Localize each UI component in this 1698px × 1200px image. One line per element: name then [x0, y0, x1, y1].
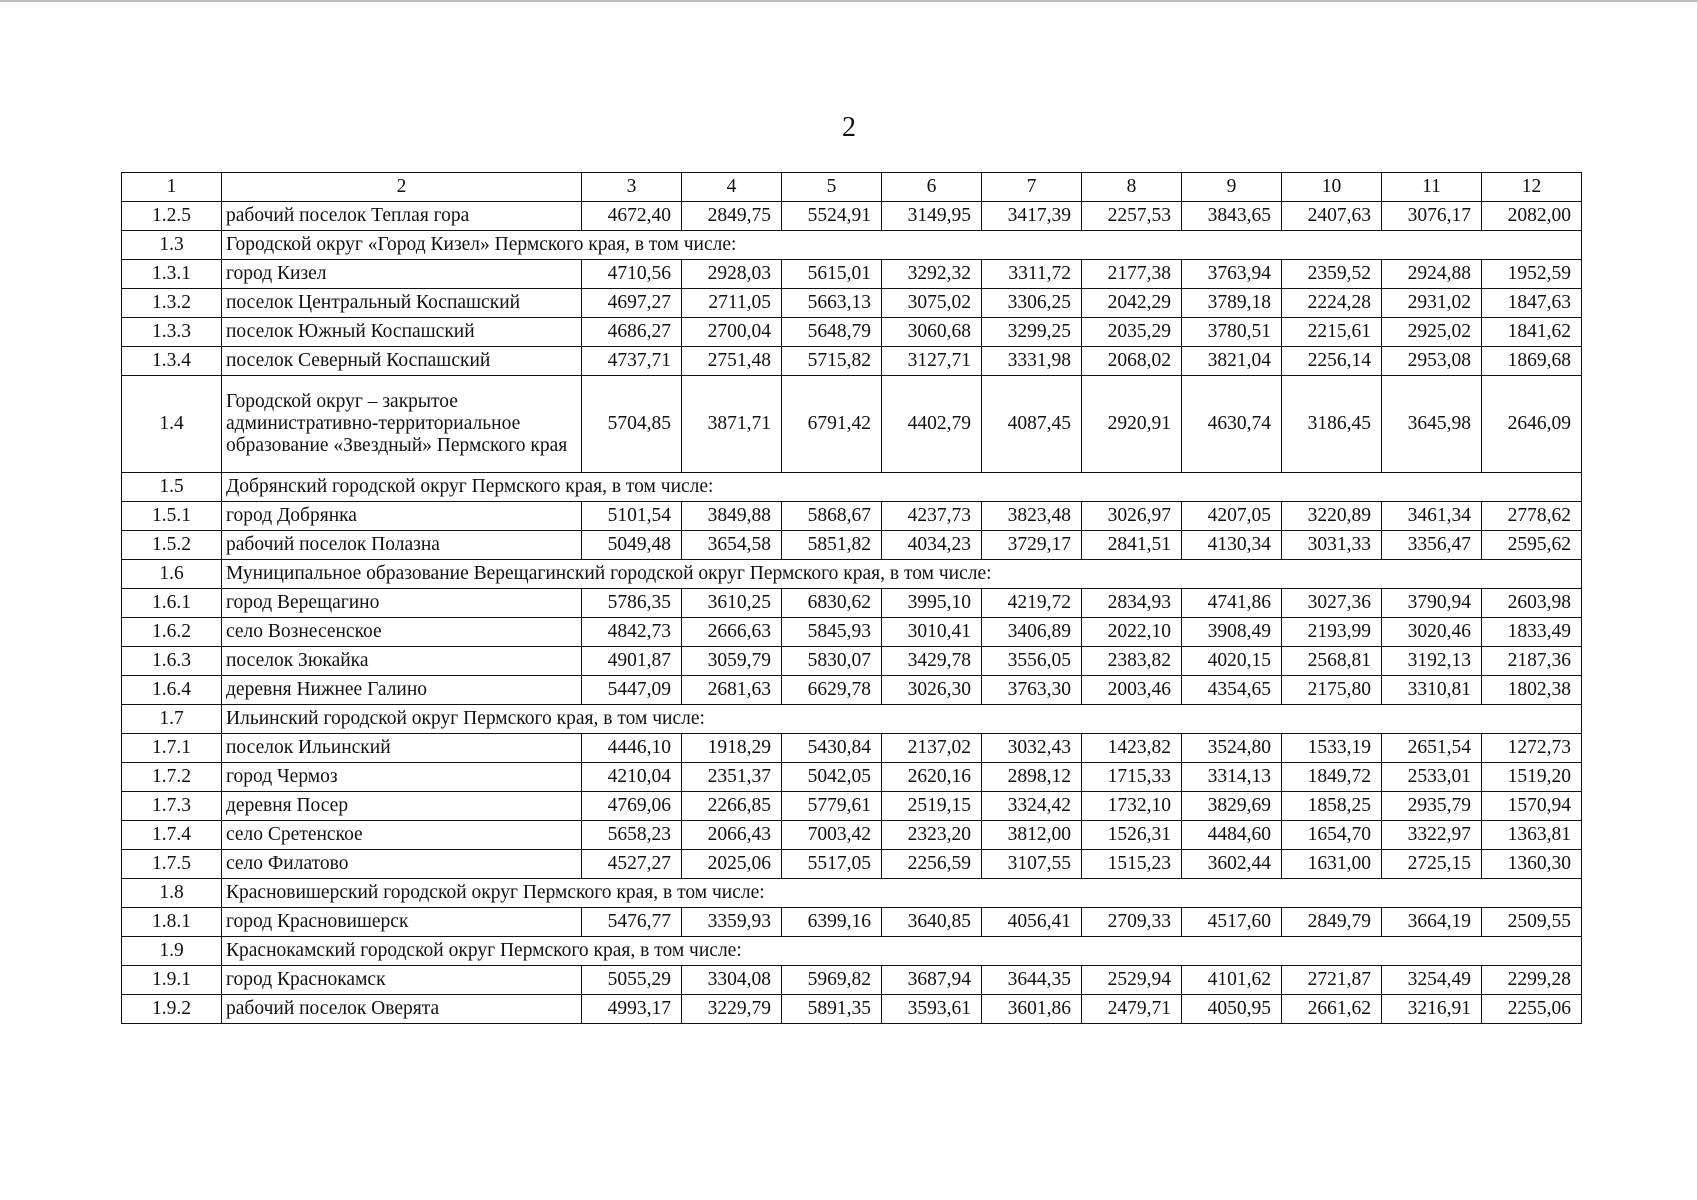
row-code-cell: 1.2.5: [122, 202, 222, 231]
header-cell: 6: [882, 173, 982, 202]
value-cell: 5786,35: [582, 589, 682, 618]
group-title-cell: Краснокамский городской округ Пермского края, в том числе:: [222, 937, 1582, 966]
value-cell: 2509,55: [1482, 908, 1582, 937]
row-name-cell: поселок Северный Коспашский: [222, 347, 582, 376]
value-cell: 2751,48: [682, 347, 782, 376]
row-code-cell: 1.9.2: [122, 995, 222, 1024]
row-code-cell: 1.6.2: [122, 618, 222, 647]
value-cell: 5447,09: [582, 676, 682, 705]
value-cell: 3306,25: [982, 289, 1082, 318]
row-name-cell: город Краснокамск: [222, 966, 582, 995]
value-cell: 2700,04: [682, 318, 782, 347]
value-cell: 5715,82: [782, 347, 882, 376]
table-row: [122, 821, 1582, 850]
row-code-cell: 1.5: [122, 473, 222, 502]
tariff-table: [121, 172, 1582, 1024]
value-cell: 2841,51: [1082, 531, 1182, 560]
value-cell: 3640,85: [882, 908, 982, 937]
value-cell: 5868,67: [782, 502, 882, 531]
value-cell: 1918,29: [682, 734, 782, 763]
value-cell: 5055,29: [582, 966, 682, 995]
value-cell: 5663,13: [782, 289, 882, 318]
row-name-cell: рабочий поселок Полазна: [222, 531, 582, 560]
table-group-row: [122, 879, 1582, 908]
value-cell: 5430,84: [782, 734, 882, 763]
value-cell: 5049,48: [582, 531, 682, 560]
row-name-cell: город Верещагино: [222, 589, 582, 618]
value-cell: 1526,31: [1082, 821, 1182, 850]
header-cell: 2: [222, 173, 582, 202]
value-cell: 5101,54: [582, 502, 682, 531]
value-cell: 2224,28: [1282, 289, 1382, 318]
row-code-cell: 1.6.1: [122, 589, 222, 618]
value-cell: 4237,73: [882, 502, 982, 531]
value-cell: 5042,05: [782, 763, 882, 792]
value-cell: 2068,02: [1082, 347, 1182, 376]
value-cell: 3429,78: [882, 647, 982, 676]
value-cell: 2931,02: [1382, 289, 1482, 318]
value-cell: 1952,59: [1482, 260, 1582, 289]
value-cell: 3192,13: [1382, 647, 1482, 676]
table-row: [122, 908, 1582, 937]
value-cell: 1360,30: [1482, 850, 1582, 879]
row-code-cell: 1.3.2: [122, 289, 222, 318]
value-cell: 3322,97: [1382, 821, 1482, 850]
value-cell: 2925,02: [1382, 318, 1482, 347]
value-cell: 4517,60: [1182, 908, 1282, 937]
group-title-cell: Ильинский городской округ Пермского края, в том числе:: [222, 705, 1582, 734]
value-cell: 2137,02: [882, 734, 982, 763]
value-cell: 4056,41: [982, 908, 1082, 937]
value-cell: 3780,51: [1182, 318, 1282, 347]
row-code-cell: 1.7: [122, 705, 222, 734]
row-name-cell: город Чермоз: [222, 763, 582, 792]
value-cell: 3524,80: [1182, 734, 1282, 763]
table-group-row: [122, 705, 1582, 734]
value-cell: 2266,85: [682, 792, 782, 821]
value-cell: 2953,08: [1382, 347, 1482, 376]
value-cell: 2256,59: [882, 850, 982, 879]
value-cell: 2177,38: [1082, 260, 1182, 289]
table-row: [122, 318, 1582, 347]
value-cell: 4446,10: [582, 734, 682, 763]
value-cell: 2568,81: [1282, 647, 1382, 676]
value-cell: 2620,16: [882, 763, 982, 792]
group-title-cell: Красновишерский городской округ Пермского края, в том числе:: [222, 879, 1582, 908]
header-cell: 5: [782, 173, 882, 202]
row-name-cell: поселок Ильинский: [222, 734, 582, 763]
value-cell: 5891,35: [782, 995, 882, 1024]
value-cell: 4020,15: [1182, 647, 1282, 676]
value-cell: 3229,79: [682, 995, 782, 1024]
value-cell: 4101,62: [1182, 966, 1282, 995]
row-code-cell: 1.4: [122, 376, 222, 473]
value-cell: 2351,37: [682, 763, 782, 792]
value-cell: 2175,80: [1282, 676, 1382, 705]
value-cell: 4354,65: [1182, 676, 1282, 705]
value-cell: 4769,06: [582, 792, 682, 821]
value-cell: 2022,10: [1082, 618, 1182, 647]
value-cell: 3031,33: [1282, 531, 1382, 560]
row-name-cell: город Кизел: [222, 260, 582, 289]
value-cell: 3254,49: [1382, 966, 1482, 995]
value-cell: 4993,17: [582, 995, 682, 1024]
value-cell: 2661,62: [1282, 995, 1382, 1024]
value-cell: 1869,68: [1482, 347, 1582, 376]
value-cell: 1654,70: [1282, 821, 1382, 850]
row-code-cell: 1.7.3: [122, 792, 222, 821]
value-cell: 4050,95: [1182, 995, 1282, 1024]
value-cell: 3849,88: [682, 502, 782, 531]
table-row: [122, 966, 1582, 995]
value-cell: 3406,89: [982, 618, 1082, 647]
value-cell: 3812,00: [982, 821, 1082, 850]
table-group-row: [122, 937, 1582, 966]
header-cell: 12: [1482, 173, 1582, 202]
value-cell: 2725,15: [1382, 850, 1482, 879]
value-cell: 4402,79: [882, 376, 982, 473]
table-row: [122, 792, 1582, 821]
value-cell: 5615,01: [782, 260, 882, 289]
value-cell: 2215,61: [1282, 318, 1382, 347]
value-cell: 4737,71: [582, 347, 682, 376]
value-cell: 2721,87: [1282, 966, 1382, 995]
value-cell: 1272,73: [1482, 734, 1582, 763]
value-cell: 1715,33: [1082, 763, 1182, 792]
row-code-cell: 1.8.1: [122, 908, 222, 937]
row-code-cell: 1.6: [122, 560, 222, 589]
value-cell: 3076,17: [1382, 202, 1482, 231]
row-name-cell: город Красновишерск: [222, 908, 582, 937]
page-number: 2: [842, 112, 856, 143]
value-cell: 6830,62: [782, 589, 882, 618]
value-cell: 3602,44: [1182, 850, 1282, 879]
value-cell: 2666,63: [682, 618, 782, 647]
table-row: [122, 995, 1582, 1024]
value-cell: 2187,36: [1482, 647, 1582, 676]
value-cell: 2383,82: [1082, 647, 1182, 676]
value-cell: 2256,14: [1282, 347, 1382, 376]
value-cell: 2834,93: [1082, 589, 1182, 618]
value-cell: 3461,34: [1382, 502, 1482, 531]
table-row: [122, 347, 1582, 376]
row-name-cell: село Сретенское: [222, 821, 582, 850]
value-cell: 2257,53: [1082, 202, 1182, 231]
value-cell: 4710,56: [582, 260, 682, 289]
row-name-cell: деревня Нижнее Галино: [222, 676, 582, 705]
value-cell: 2928,03: [682, 260, 782, 289]
value-cell: 2646,09: [1482, 376, 1582, 473]
value-cell: 4842,73: [582, 618, 682, 647]
row-name-cell: деревня Посер: [222, 792, 582, 821]
value-cell: 3060,68: [882, 318, 982, 347]
row-name-cell: поселок Зюкайка: [222, 647, 582, 676]
value-cell: 7003,42: [782, 821, 882, 850]
value-cell: 2924,88: [1382, 260, 1482, 289]
value-cell: 1570,94: [1482, 792, 1582, 821]
table-row: [122, 260, 1582, 289]
value-cell: 3687,94: [882, 966, 982, 995]
value-cell: 3075,02: [882, 289, 982, 318]
table-row: [122, 589, 1582, 618]
value-cell: 1833,49: [1482, 618, 1582, 647]
value-cell: 3417,39: [982, 202, 1082, 231]
value-cell: 3645,98: [1382, 376, 1482, 473]
value-cell: 4207,05: [1182, 502, 1282, 531]
value-cell: 2849,79: [1282, 908, 1382, 937]
value-cell: 2681,63: [682, 676, 782, 705]
value-cell: 4741,86: [1182, 589, 1282, 618]
table-header-row: [122, 173, 1582, 202]
value-cell: 3331,98: [982, 347, 1082, 376]
value-cell: 5524,91: [782, 202, 882, 231]
value-cell: 2529,94: [1082, 966, 1182, 995]
row-code-cell: 1.8: [122, 879, 222, 908]
value-cell: 1363,81: [1482, 821, 1582, 850]
row-name-cell: рабочий поселок Теплая гора: [222, 202, 582, 231]
header-cell: 11: [1382, 173, 1482, 202]
value-cell: 3556,05: [982, 647, 1082, 676]
value-cell: 4697,27: [582, 289, 682, 318]
row-code-cell: 1.5.2: [122, 531, 222, 560]
header-cell: 8: [1082, 173, 1182, 202]
row-name-cell: Городской округ – закрытое административно-территориальное образование «Звездный» Пермского края: [222, 376, 582, 473]
value-cell: 3314,13: [1182, 763, 1282, 792]
row-code-cell: 1.3.4: [122, 347, 222, 376]
header-cell: 1: [122, 173, 222, 202]
value-cell: 3032,43: [982, 734, 1082, 763]
value-cell: 3186,45: [1282, 376, 1382, 473]
value-cell: 1858,25: [1282, 792, 1382, 821]
row-name-cell: село Вознесенское: [222, 618, 582, 647]
value-cell: 3995,10: [882, 589, 982, 618]
value-cell: 3789,18: [1182, 289, 1282, 318]
value-cell: 4130,34: [1182, 531, 1282, 560]
row-name-cell: поселок Южный Коспашский: [222, 318, 582, 347]
value-cell: 3216,91: [1382, 995, 1482, 1024]
value-cell: 3324,42: [982, 792, 1082, 821]
value-cell: 3823,48: [982, 502, 1082, 531]
value-cell: 6791,42: [782, 376, 882, 473]
value-cell: 3026,97: [1082, 502, 1182, 531]
table-row: [122, 676, 1582, 705]
row-name-cell: село Филатово: [222, 850, 582, 879]
group-title-cell: Городской округ «Город Кизел» Пермского края, в том числе:: [222, 231, 1582, 260]
value-cell: 1732,10: [1082, 792, 1182, 821]
value-cell: 1841,62: [1482, 318, 1582, 347]
row-code-cell: 1.7.2: [122, 763, 222, 792]
value-cell: 3304,08: [682, 966, 782, 995]
value-cell: 2479,71: [1082, 995, 1182, 1024]
table-group-row: [122, 231, 1582, 260]
value-cell: 5704,85: [582, 376, 682, 473]
value-cell: 1847,63: [1482, 289, 1582, 318]
row-code-cell: 1.9: [122, 937, 222, 966]
value-cell: 3729,17: [982, 531, 1082, 560]
scan-edge-top: [0, 0, 1698, 2]
table-row: [122, 763, 1582, 792]
value-cell: 2255,06: [1482, 995, 1582, 1024]
value-cell: 1519,20: [1482, 763, 1582, 792]
value-cell: 2066,43: [682, 821, 782, 850]
value-cell: 1423,82: [1082, 734, 1182, 763]
value-cell: 3359,93: [682, 908, 782, 937]
value-cell: 3311,72: [982, 260, 1082, 289]
value-cell: 3821,04: [1182, 347, 1282, 376]
row-code-cell: 1.3.3: [122, 318, 222, 347]
value-cell: 2920,91: [1082, 376, 1182, 473]
value-cell: 4901,87: [582, 647, 682, 676]
value-cell: 6629,78: [782, 676, 882, 705]
row-name-cell: город Добрянка: [222, 502, 582, 531]
table-row: [122, 647, 1582, 676]
row-code-cell: 1.7.4: [122, 821, 222, 850]
value-cell: 3763,94: [1182, 260, 1282, 289]
value-cell: 4686,27: [582, 318, 682, 347]
value-cell: 4672,40: [582, 202, 682, 231]
value-cell: 6399,16: [782, 908, 882, 937]
value-cell: 3059,79: [682, 647, 782, 676]
value-cell: 4630,74: [1182, 376, 1282, 473]
value-cell: 3027,36: [1282, 589, 1382, 618]
value-cell: 3127,71: [882, 347, 982, 376]
value-cell: 1533,19: [1282, 734, 1382, 763]
table-row: [122, 376, 1582, 473]
value-cell: 3908,49: [1182, 618, 1282, 647]
group-title-cell: Муниципальное образование Верещагинский городской округ Пермского края, в том числе:: [222, 560, 1582, 589]
value-cell: 3020,46: [1382, 618, 1482, 647]
table-body: [122, 173, 1582, 1024]
value-cell: 3763,30: [982, 676, 1082, 705]
value-cell: 2025,06: [682, 850, 782, 879]
row-code-cell: 1.3: [122, 231, 222, 260]
row-name-cell: поселок Центральный Коспашский: [222, 289, 582, 318]
value-cell: 2042,29: [1082, 289, 1182, 318]
value-cell: 5779,61: [782, 792, 882, 821]
value-cell: 3654,58: [682, 531, 782, 560]
value-cell: 1849,72: [1282, 763, 1382, 792]
value-cell: 2035,29: [1082, 318, 1182, 347]
value-cell: 2595,62: [1482, 531, 1582, 560]
row-code-cell: 1.9.1: [122, 966, 222, 995]
row-code-cell: 1.6.4: [122, 676, 222, 705]
value-cell: 2935,79: [1382, 792, 1482, 821]
header-cell: 3: [582, 173, 682, 202]
row-code-cell: 1.3.1: [122, 260, 222, 289]
value-cell: 4219,72: [982, 589, 1082, 618]
header-cell: 7: [982, 173, 1082, 202]
value-cell: 3644,35: [982, 966, 1082, 995]
value-cell: 5476,77: [582, 908, 682, 937]
table-row: [122, 289, 1582, 318]
table-row: [122, 202, 1582, 231]
row-code-cell: 1.7.1: [122, 734, 222, 763]
table-group-row: [122, 473, 1582, 502]
value-cell: 5648,79: [782, 318, 882, 347]
value-cell: 2711,05: [682, 289, 782, 318]
value-cell: 3664,19: [1382, 908, 1482, 937]
value-cell: 1802,38: [1482, 676, 1582, 705]
value-cell: 4527,27: [582, 850, 682, 879]
value-cell: 3610,25: [682, 589, 782, 618]
value-cell: 3010,41: [882, 618, 982, 647]
value-cell: 4484,60: [1182, 821, 1282, 850]
value-cell: 4034,23: [882, 531, 982, 560]
value-cell: 3356,47: [1382, 531, 1482, 560]
value-cell: 5969,82: [782, 966, 882, 995]
table-row: [122, 618, 1582, 647]
value-cell: 3871,71: [682, 376, 782, 473]
header-cell: 4: [682, 173, 782, 202]
value-cell: 4087,45: [982, 376, 1082, 473]
value-cell: 2519,15: [882, 792, 982, 821]
value-cell: 3790,94: [1382, 589, 1482, 618]
value-cell: 2003,46: [1082, 676, 1182, 705]
value-cell: 2651,54: [1382, 734, 1482, 763]
row-name-cell: рабочий поселок Оверята: [222, 995, 582, 1024]
header-cell: 10: [1282, 173, 1382, 202]
value-cell: 3026,30: [882, 676, 982, 705]
table-group-row: [122, 560, 1582, 589]
value-cell: 1515,23: [1082, 850, 1182, 879]
value-cell: 3843,65: [1182, 202, 1282, 231]
value-cell: 3149,95: [882, 202, 982, 231]
value-cell: 5658,23: [582, 821, 682, 850]
value-cell: 2082,00: [1482, 202, 1582, 231]
value-cell: 2778,62: [1482, 502, 1582, 531]
value-cell: 5845,93: [782, 618, 882, 647]
table-row: [122, 734, 1582, 763]
value-cell: 3220,89: [1282, 502, 1382, 531]
value-cell: 2849,75: [682, 202, 782, 231]
value-cell: 2359,52: [1282, 260, 1382, 289]
value-cell: 3310,81: [1382, 676, 1482, 705]
value-cell: 2533,01: [1382, 763, 1482, 792]
value-cell: 4210,04: [582, 763, 682, 792]
row-code-cell: 1.6.3: [122, 647, 222, 676]
value-cell: 3593,61: [882, 995, 982, 1024]
value-cell: 2898,12: [982, 763, 1082, 792]
value-cell: 3829,69: [1182, 792, 1282, 821]
value-cell: 5830,07: [782, 647, 882, 676]
value-cell: 2709,33: [1082, 908, 1182, 937]
value-cell: 3292,32: [882, 260, 982, 289]
value-cell: 3601,86: [982, 995, 1082, 1024]
value-cell: 1631,00: [1282, 850, 1382, 879]
value-cell: 2323,20: [882, 821, 982, 850]
value-cell: 5851,82: [782, 531, 882, 560]
value-cell: 5517,05: [782, 850, 882, 879]
table-row: [122, 531, 1582, 560]
value-cell: 3299,25: [982, 318, 1082, 347]
row-code-cell: 1.7.5: [122, 850, 222, 879]
group-title-cell: Добрянский городской округ Пермского края, в том числе:: [222, 473, 1582, 502]
value-cell: 2299,28: [1482, 966, 1582, 995]
table-row: [122, 850, 1582, 879]
value-cell: 3107,55: [982, 850, 1082, 879]
table-row: [122, 502, 1582, 531]
value-cell: 2193,99: [1282, 618, 1382, 647]
value-cell: 2603,98: [1482, 589, 1582, 618]
value-cell: 2407,63: [1282, 202, 1382, 231]
row-code-cell: 1.5.1: [122, 502, 222, 531]
header-cell: 9: [1182, 173, 1282, 202]
